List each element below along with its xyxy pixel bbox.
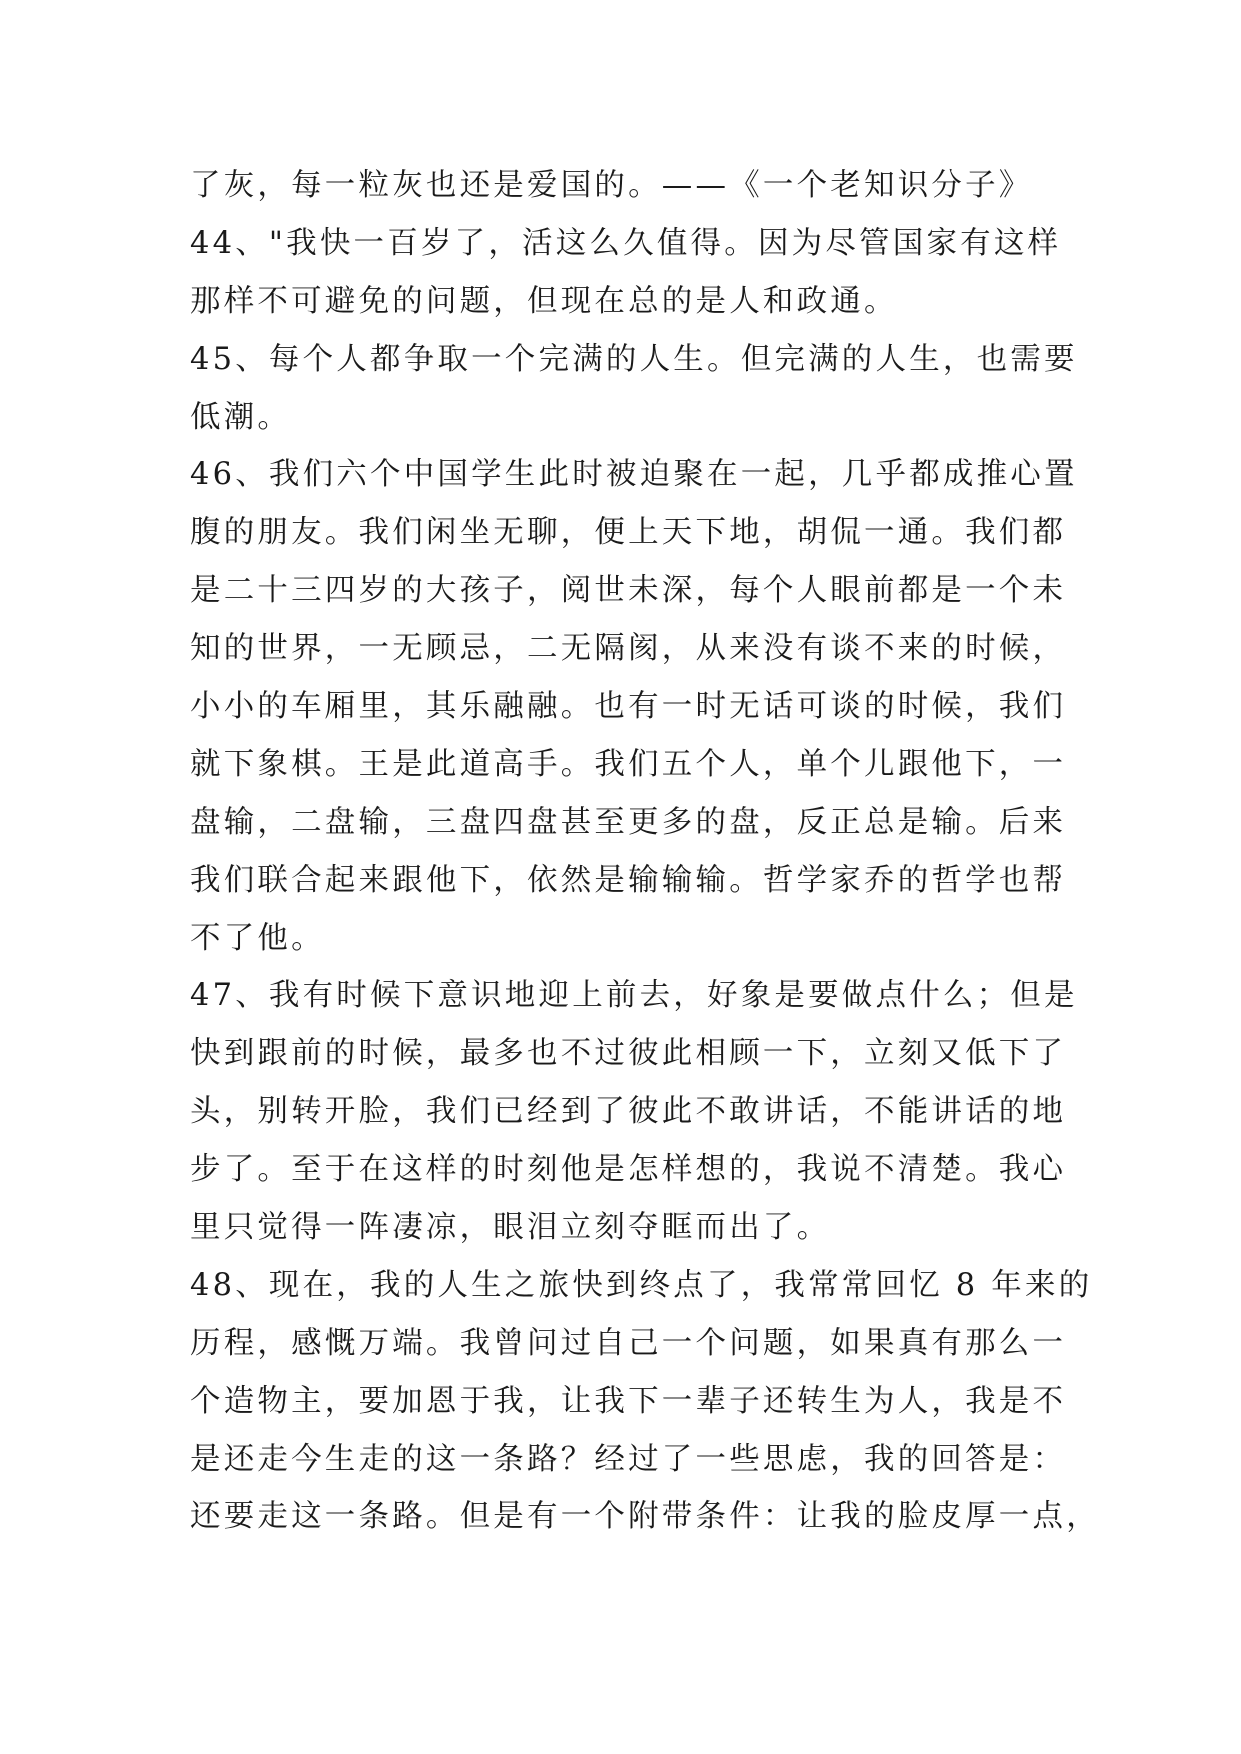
document-body [190,157,1100,1546]
text-line: 小小的车厢里，其乐融融。也有一时无话可谈的时候，我们 [190,689,1067,725]
text-line: 还要走这一条路。但是有一个附带条件：让我的脸皮厚一点， [190,1499,1100,1535]
text-line: 了灰，每一粒灰也还是爱国的。——《一个老知识分子》 [190,168,1033,203]
text-line: 46、我们六个中国学生此时被迫聚在一起，几乎都成推心置 [190,457,1078,493]
text-line: 不了他。 [190,920,325,956]
text-line: 我们联合起来跟他下，依然是输输输。哲学家乔的哲学也帮 [190,862,1067,898]
text-line: 腹的朋友。我们闲坐无聊，便上天下地，胡侃一通。我们都 [190,515,1067,551]
text-line: 是二十三四岁的大孩子，阅世未深，每个人眼前都是一个未 [190,573,1067,609]
text-line: 就下象棋。王是此道高手。我们五个人，单个儿跟他下，一 [190,746,1067,782]
text-line: 步了。至于在这样的时刻他是怎样想的，我说不清楚。我心 [190,1152,1067,1188]
text-line: 盘输，二盘输，三盘四盘甚至更多的盘，反正总是输。后来 [190,804,1067,840]
text-line: 个造物主，要加恩于我，让我下一辈子还转生为人，我是不 [190,1383,1067,1419]
text-line: 那样不可避免的问题，但现在总的是人和政通。 [190,283,898,319]
text-line: 48、现在，我的人生之旅快到终点了，我常常回忆 8 年来的 [190,1267,1093,1303]
text-line: 47、我有时候下意识地迎上前去，好象是要做点什么；但是 [190,978,1078,1014]
text-line: 44、"我快一百岁了，活这么久值得。因为尽管国家有这样 [190,225,1062,261]
text-line: 快到跟前的时候，最多也不过彼此相顾一下，立刻又低下了 [190,1036,1067,1072]
text-line: 头，别转开脸，我们已经到了彼此不敢讲话，不能讲话的地 [190,1094,1067,1130]
text-line: 知的世界，一无顾忌，二无隔阂，从来没有谈不来的时候， [190,631,1067,667]
text-line: 里只觉得一阵凄凉，眼泪立刻夺眶而出了。 [190,1210,831,1246]
text-line: 是还走今生走的这一条路？经过了一些思虑，我的回答是： [190,1441,1067,1477]
text-line: 历程，感慨万端。我曾问过自己一个问题，如果真有那么一 [190,1325,1067,1361]
text-line: 45、每个人都争取一个完满的人生。但完满的人生，也需要 [190,341,1078,377]
text-line: 低潮。 [190,399,292,435]
